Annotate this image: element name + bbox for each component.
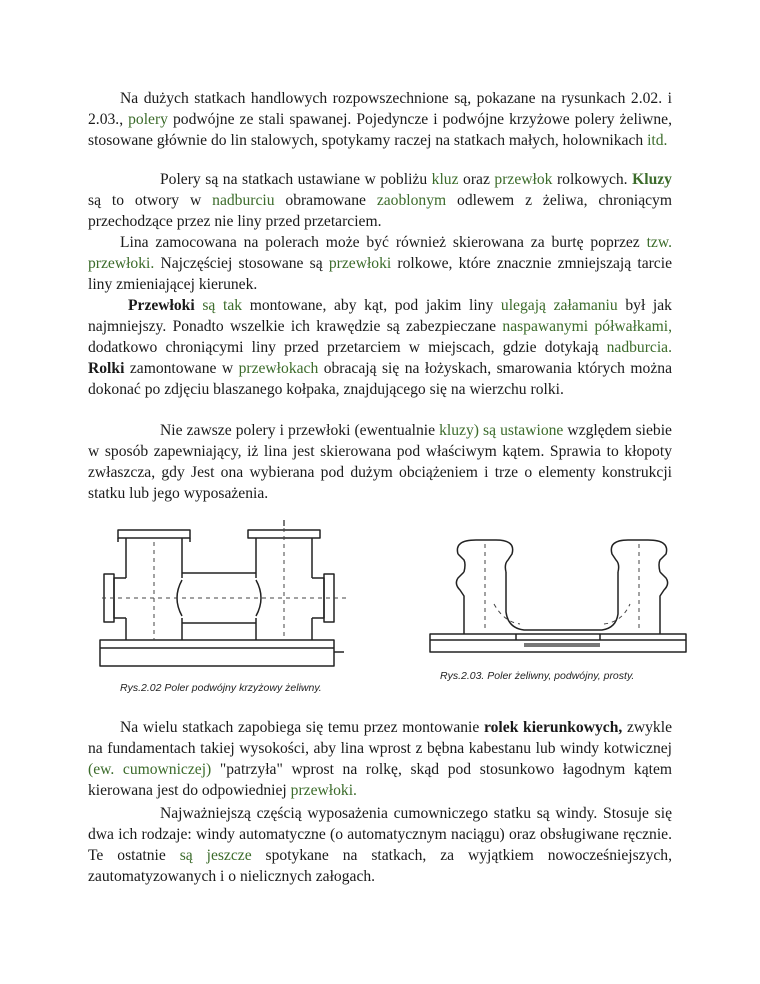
- highlighted-term: nadburcia.: [606, 338, 672, 356]
- highlighted-term: są tak: [202, 297, 243, 314]
- text: Lina zamocowana na polerach może być również skierowana za burtę poprzez: [120, 234, 647, 251]
- text: dodatkowo chroniącymi liny przed przetarciem w miejscach, gdzie dotykają: [88, 338, 607, 356]
- highlighted-term: kluzy) są ustawione: [439, 422, 564, 439]
- text: montowane, aby kąt, pod jakim liny: [242, 297, 501, 314]
- text: rolkowych.: [552, 171, 633, 188]
- text: rolkowe, które znacznie zmniejszają tarcie liny zmieniającej kierunek.: [88, 254, 672, 293]
- figure-2-caption: Rys.2.03. Poler żeliwny, podwójny, prosty.: [440, 670, 635, 682]
- text: Na wielu statkach zapobiega się temu przez montowanie: [120, 719, 484, 736]
- highlighted-term: nadburciu: [212, 191, 275, 209]
- text: Na dużych statkach handlowych rozpowszechnione są, pokazane na rysunkach 2.02. i 2.03.,: [88, 90, 672, 128]
- text: zamontowane w: [124, 359, 239, 377]
- paragraph-7: [88, 804, 672, 888]
- paragraph-1: [88, 89, 672, 152]
- highlighted-term: przewłoki: [328, 254, 392, 272]
- text: są to otwory w: [88, 191, 213, 209]
- highlighted-term: (ew. cumowniczej): [88, 760, 212, 778]
- text: Nie zawsze polery i przewłoki (ewentualnie: [160, 422, 440, 439]
- bold-term: Kluzy: [632, 171, 672, 188]
- text: względem siebie w sposób zapewniający, iż lina jest skierowana pod właściwym kątem. Sprawia to kłopoty zwłaszcza, gdy Jest ona wybierana pod dużym obciążeniem i trze o elementy konstrukcji statku lub jego wyposażenia.: [88, 422, 672, 502]
- highlighted-term: przewłoki.: [290, 781, 357, 799]
- highlighted-term: itd.: [647, 131, 668, 149]
- highlighted-term: naspawanymi półwałkami,: [502, 317, 672, 335]
- figure-1-caption: Rys.2.02 Poler podwójny krzyżowy żeliwny.: [120, 682, 322, 694]
- paragraph-4: [88, 296, 672, 401]
- text: Najważniejszą częścią wyposażenia cumowniczego statku są windy. Stosuje się dwa ich rodzaje: windy automatyczne (o automatycznym naciągu) oraz obsługiwane ręcznie. Te ostatnie: [88, 805, 672, 864]
- highlighted-term: ulegają załamaniu: [500, 297, 618, 314]
- highlighted-term: polery: [128, 110, 168, 128]
- text: "patrzyła" wprost na rolkę, skąd pod stosunkowo łagodnym kątem kierowana jest do odpowiedniej: [88, 760, 673, 799]
- highlighted-term: zaoblonym: [376, 191, 447, 209]
- figure-double-straight-bollard: [424, 534, 692, 662]
- highlighted-term: przewłok: [494, 171, 553, 188]
- bold-term: Rolki: [88, 359, 125, 377]
- text: podwójne ze stali spawanej. Pojedyncze i podwójne krzyżowe polery żeliwne, stosowane głównie do lin stalowych, spotykamy raczej na statkach małych, holownikach: [88, 110, 673, 149]
- text: oraz: [458, 171, 495, 188]
- text: odlewem z żeliwa, chroniącym przechodzące przez nie liny przed przetarciem.: [88, 191, 672, 230]
- bold-term: rolek kierunkowych,: [484, 719, 623, 736]
- text: obracają się na łożyskach, smarowania których można dokonać po zdjęciu blaszanego kołpaka, znajdującego się na wierzchu rolki.: [88, 359, 672, 398]
- text: obramowane: [274, 191, 377, 209]
- text: Najczęściej stosowane są: [154, 254, 329, 272]
- paragraph-5: [88, 421, 672, 505]
- paragraph-3: [88, 233, 672, 296]
- highlighted-term: są jeszcze: [179, 846, 252, 864]
- highlighted-term: przewłokach: [238, 359, 319, 377]
- text: Polery są na statkach ustawiane w pobliżu: [160, 171, 432, 188]
- paragraph-2: [88, 170, 672, 233]
- highlighted-term: tzw. przewłoki.: [88, 234, 672, 272]
- text: zwykle na fundamentach takiej wysokości, aby lina wprost z bębna kabestanu lub windy kotwicznej: [88, 719, 672, 757]
- text: był jak najmniejszy. Ponadto wszelkie ich krawędzie są zabezpieczane: [88, 297, 672, 335]
- highlighted-term: kluz: [431, 171, 459, 188]
- paragraph-6: [88, 718, 672, 802]
- text: spotykane na statkach, za wyjątkiem nowocześniejszych, zautomatyzowanych i o nielicznych załogach.: [88, 846, 673, 885]
- bold-term: Przewłoki: [128, 297, 195, 314]
- figure-double-cross-bollard: [96, 518, 352, 674]
